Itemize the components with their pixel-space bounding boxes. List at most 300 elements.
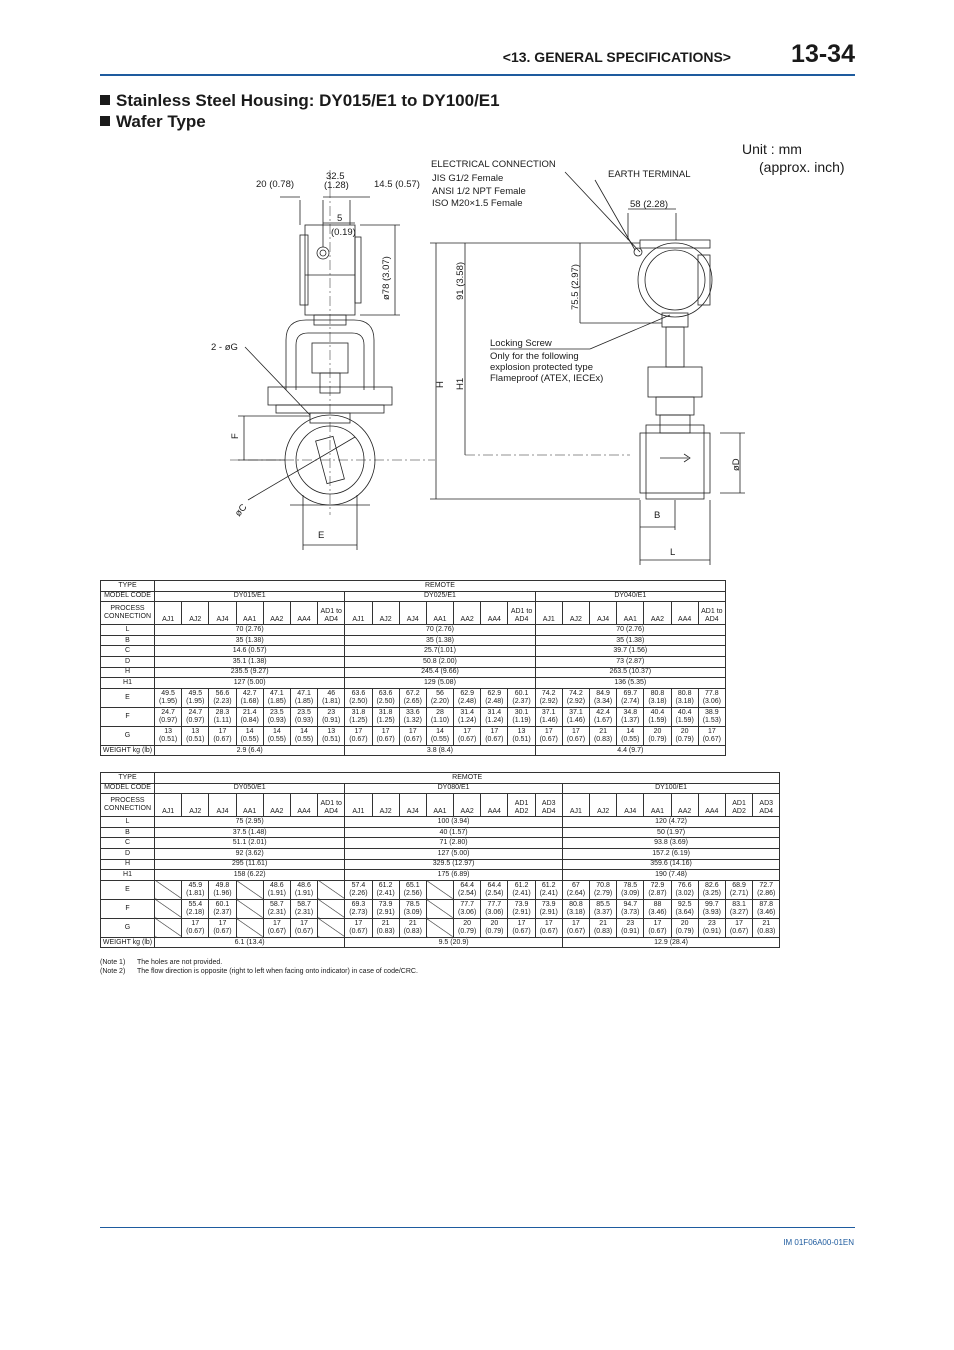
connection-code: AJ4: [399, 794, 426, 817]
model-code: DY080/E1: [345, 783, 563, 794]
row-value: 92 (3.62): [155, 848, 345, 859]
cell-value: 40.4 (1.59): [671, 707, 698, 726]
cell-value: 17 (0.67): [263, 918, 290, 937]
cell-value: [155, 918, 182, 937]
cell-value: 60.1 (2.37): [209, 899, 236, 918]
cell-value: 17 (0.67): [698, 726, 725, 745]
footer-rule: [100, 1227, 855, 1228]
cell-value: 33.6 (1.32): [399, 707, 426, 726]
cell-value: 17 (0.67): [372, 726, 399, 745]
connection-code: AJ2: [372, 794, 399, 817]
row-weight: [101, 745, 726, 756]
section-title: <13. GENERAL SPECIFICATIONS>: [502, 49, 731, 65]
row-value: 35 (1.38): [535, 635, 725, 646]
cell-value: [426, 918, 453, 937]
type-value: REMOTE: [155, 773, 780, 784]
row-value: 100 (3.94): [345, 817, 563, 828]
cell-value: 17 (0.67): [454, 726, 481, 745]
cell-value: 47.1 (1.85): [263, 688, 290, 707]
heading-type: [100, 112, 206, 132]
cell-value: 69.7 (2.74): [617, 688, 644, 707]
weight-value: 3.8 (8.4): [345, 745, 535, 756]
connection-code: AJ4: [617, 794, 644, 817]
cell-value: 23 (0.91): [617, 918, 644, 937]
label-dim-58: 58 (2.28): [630, 199, 669, 210]
cell-value: 58.7 (2.31): [263, 899, 290, 918]
row-process: [101, 794, 780, 817]
cell-value: 49.5 (1.95): [155, 688, 182, 707]
cell-value: [318, 880, 345, 899]
row-label: H1: [101, 870, 155, 881]
row-value: 35.1 (1.38): [155, 656, 345, 667]
connection-code: AD1 to AD4: [318, 794, 345, 817]
cell-value: 64.4 (2.54): [454, 880, 481, 899]
row-value: 50 (1.97): [562, 827, 780, 838]
type-label: TYPE: [101, 773, 155, 784]
table-row: [101, 827, 780, 838]
label-dim-145: 14.5 (0.57): [374, 179, 420, 190]
cell-value: 17 (0.67): [562, 726, 589, 745]
connection-code: AA4: [671, 602, 698, 625]
label-elec-title: ELECTRICAL CONNECTION: [431, 159, 556, 170]
cell-value: 73.9 (2.91): [535, 899, 562, 918]
note-1-tag: (Note 1): [100, 959, 126, 966]
type-value: REMOTE: [155, 581, 726, 592]
label-dim-c: øC: [232, 502, 250, 519]
cell-value: 14 (0.55): [290, 726, 317, 745]
label-dim-b: B: [654, 510, 661, 521]
table-row: [101, 918, 780, 937]
row-label: D: [101, 656, 155, 667]
row-value: 35 (1.38): [345, 635, 535, 646]
connection-code: AJ1: [562, 794, 589, 817]
cell-value: 31.8 (1.25): [345, 707, 372, 726]
cell-value: 17 (0.67): [481, 726, 508, 745]
table-row: [101, 859, 780, 870]
row-value: 359.6 (14.16): [562, 859, 780, 870]
row-value: 245.4 (9.66): [345, 667, 535, 678]
cell-value: 17 (0.67): [345, 918, 372, 937]
note-1: [100, 958, 418, 967]
cell-value: 77.7 (3.06): [454, 899, 481, 918]
model-code: DY015/E1: [155, 591, 345, 602]
cell-value: [236, 918, 263, 937]
cell-value: 23 (0.91): [318, 707, 345, 726]
bullet-square-icon: [100, 116, 110, 126]
connection-code: AJ2: [590, 794, 617, 817]
connection-code: AJ1: [345, 602, 372, 625]
table-row: [101, 880, 780, 899]
cell-value: 17 (0.67): [562, 918, 589, 937]
row-value: 127 (5.00): [155, 678, 345, 689]
row-value: 14.6 (0.57): [155, 646, 345, 657]
cell-value: 38.9 (1.53): [698, 707, 725, 726]
heading-housing-text: Stainless Steel Housing: DY015/E1 to DY100/E1: [116, 91, 500, 110]
label-dim-755: 75.5 (2.97): [570, 264, 581, 310]
cell-value: 70.8 (2.79): [590, 880, 617, 899]
cell-value: 21 (0.83): [590, 726, 617, 745]
row-label: C: [101, 646, 155, 657]
row-model: [101, 783, 780, 794]
model-code: DY050/E1: [155, 783, 345, 794]
cell-value: 23 (0.91): [698, 918, 725, 937]
cell-value: 80.8 (3.18): [644, 688, 671, 707]
cell-value: 46 (1.81): [318, 688, 345, 707]
row-value: 51.1 (2.01): [155, 838, 345, 849]
cell-value: 80.8 (3.18): [671, 688, 698, 707]
cell-value: 13 (0.51): [508, 726, 535, 745]
row-label: E: [101, 688, 155, 707]
cell-value: 21 (0.83): [590, 918, 617, 937]
model-label: MODEL CODE: [101, 591, 155, 602]
row-label: L: [101, 817, 155, 828]
cell-value: 21 (0.83): [372, 918, 399, 937]
row-label: D: [101, 848, 155, 859]
row-value: 50.8 (2.00): [345, 656, 535, 667]
unit-line1: Unit : mm: [742, 141, 802, 157]
cell-value: 94.7 (3.73): [617, 899, 644, 918]
model-label: MODEL CODE: [101, 783, 155, 794]
process-label: PROCESS CONNECTION: [101, 602, 155, 625]
cell-value: 69.3 (2.73): [345, 899, 372, 918]
label-dim-f: F: [230, 433, 241, 439]
connection-code: AJ4: [590, 602, 617, 625]
connection-code: AA2: [644, 602, 671, 625]
table-row: [101, 688, 726, 707]
connection-code: AA1: [426, 602, 453, 625]
label-lock-2: explosion protected type: [490, 362, 593, 373]
row-value: 329.5 (12.97): [345, 859, 563, 870]
row-value: 127 (5.00): [345, 848, 563, 859]
row-label: F: [101, 899, 155, 918]
heading-housing: [100, 91, 500, 111]
cell-value: 88 (3.46): [644, 899, 671, 918]
row-value: 157.2 (6.19): [562, 848, 780, 859]
table-row: [101, 678, 726, 689]
notes: [100, 958, 418, 976]
cell-value: 63.6 (2.50): [345, 688, 372, 707]
bullet-square-icon: [100, 95, 110, 105]
table-row: [101, 870, 780, 881]
label-dim-5b: (0.19): [331, 227, 356, 238]
connection-code: AJ1: [345, 794, 372, 817]
cell-value: 67.2 (2.65): [399, 688, 426, 707]
cell-value: 28 (1.10): [426, 707, 453, 726]
table-row: [101, 707, 726, 726]
cell-value: 13 (0.51): [155, 726, 182, 745]
model-code: DY100/E1: [562, 783, 780, 794]
cell-value: 42.7 (1.68): [236, 688, 263, 707]
connection-code: AJ1: [155, 602, 182, 625]
table-row: [101, 848, 780, 859]
connection-code: AA4: [698, 794, 725, 817]
cell-value: 37.1 (1.46): [562, 707, 589, 726]
connection-code: AD1 AD2: [508, 794, 535, 817]
label-dim-325: 32.5: [326, 171, 345, 182]
label-dim-h: H: [435, 381, 446, 388]
cell-value: 63.6 (2.50): [372, 688, 399, 707]
cell-value: 99.7 (3.93): [698, 899, 725, 918]
weight-value: 9.5 (20.9): [345, 937, 563, 948]
label-dim-78: ø78 (3.07): [381, 256, 392, 300]
weight-value: 2.9 (6.4): [155, 745, 345, 756]
cell-value: 23.5 (0.93): [290, 707, 317, 726]
cell-value: 73.9 (2.91): [508, 899, 535, 918]
cell-value: 76.6 (3.02): [671, 880, 698, 899]
cell-value: 17 (0.67): [725, 918, 752, 937]
weight-label: WEIGHT kg (lb): [101, 745, 155, 756]
cell-value: 92.5 (3.64): [671, 899, 698, 918]
cell-value: 23.5 (0.93): [263, 707, 290, 726]
connection-code: AD3 AD4: [535, 794, 562, 817]
table-row: [101, 726, 726, 745]
cell-value: 64.4 (2.54): [481, 880, 508, 899]
cell-value: 56 (2.20): [426, 688, 453, 707]
table-row: [101, 817, 780, 828]
cell-value: 85.5 (3.37): [590, 899, 617, 918]
cell-value: 57.4 (2.26): [345, 880, 372, 899]
table-row: [101, 899, 780, 918]
cell-value: 40.4 (1.59): [644, 707, 671, 726]
row-value: 39.7 (1.56): [535, 646, 725, 657]
label-lock-title: Locking Screw: [490, 338, 552, 349]
row-value: 70 (2.76): [535, 625, 725, 636]
row-value: 120 (4.72): [562, 817, 780, 828]
cell-value: 21 (0.83): [753, 918, 780, 937]
cell-value: 72.7 (2.86): [753, 880, 780, 899]
table-row: [101, 656, 726, 667]
row-value: 93.8 (3.69): [562, 838, 780, 849]
connection-code: AA4: [481, 794, 508, 817]
row-type: [101, 773, 780, 784]
cell-value: 67 (2.64): [562, 880, 589, 899]
cell-value: 74.2 (2.92): [562, 688, 589, 707]
cell-value: 34.8 (1.37): [617, 707, 644, 726]
cell-value: [318, 899, 345, 918]
cell-value: 14 (0.55): [236, 726, 263, 745]
cell-value: [426, 899, 453, 918]
row-label: C: [101, 838, 155, 849]
cell-value: [155, 899, 182, 918]
cell-value: 37.1 (1.46): [535, 707, 562, 726]
cell-value: 73.9 (2.91): [372, 899, 399, 918]
connection-code: AA2: [671, 794, 698, 817]
cell-value: 60.1 (2.37): [508, 688, 535, 707]
weight-value: 6.1 (13.4): [155, 937, 345, 948]
cell-value: 80.8 (3.18): [562, 899, 589, 918]
doc-number: IM 01F06A00-01EN: [783, 1238, 854, 1247]
cell-value: 17 (0.67): [209, 918, 236, 937]
cell-value: 14 (0.55): [617, 726, 644, 745]
connection-code: AA1: [426, 794, 453, 817]
row-label: L: [101, 625, 155, 636]
cell-value: 68.9 (2.71): [725, 880, 752, 899]
cell-value: 24.7 (0.97): [155, 707, 182, 726]
row-value: 129 (5.08): [345, 678, 535, 689]
page-number: 13-34: [791, 40, 855, 68]
row-value: 190 (7.48): [562, 870, 780, 881]
row-label: G: [101, 726, 155, 745]
connection-code: AA2: [263, 794, 290, 817]
connection-code: AA4: [290, 602, 317, 625]
weight-value: 12.9 (28.4): [562, 937, 780, 948]
cell-value: 17 (0.67): [209, 726, 236, 745]
cell-value: 61.2 (2.41): [535, 880, 562, 899]
cell-value: [155, 880, 182, 899]
cell-value: 62.9 (2.48): [481, 688, 508, 707]
note-2-text: The flow direction is opposite (right to left when facing onto indicator) in case of code/CRC.: [137, 968, 418, 975]
model-code: DY025/E1: [345, 591, 535, 602]
row-label: G: [101, 918, 155, 937]
cell-value: 14 (0.55): [426, 726, 453, 745]
table-row: [101, 646, 726, 657]
header-rule: [100, 74, 855, 76]
cell-value: [236, 880, 263, 899]
cell-value: 77.7 (3.06): [481, 899, 508, 918]
cell-value: 82.6 (3.25): [698, 880, 725, 899]
row-value: 136 (5.35): [535, 678, 725, 689]
label-elec-3: ISO M20×1.5 Female: [432, 198, 523, 209]
table-row: [101, 838, 780, 849]
cell-value: 42.4 (1.67): [590, 707, 617, 726]
cell-value: 17 (0.67): [535, 726, 562, 745]
cell-value: 48.6 (1.91): [290, 880, 317, 899]
row-value: 37.5 (1.48): [155, 827, 345, 838]
cell-value: 48.6 (1.91): [263, 880, 290, 899]
cell-value: 21.4 (0.84): [236, 707, 263, 726]
cell-value: 20 (0.79): [454, 918, 481, 937]
cell-value: 61.2 (2.41): [372, 880, 399, 899]
row-value: 73 (2.87): [535, 656, 725, 667]
label-dim-e: E: [318, 530, 325, 541]
table-row: [101, 635, 726, 646]
cell-value: 72.9 (2.87): [644, 880, 671, 899]
row-value: 175 (6.89): [345, 870, 563, 881]
cell-value: 20 (0.79): [671, 918, 698, 937]
connection-code: AJ2: [372, 602, 399, 625]
connection-code: AD1 to AD4: [318, 602, 345, 625]
model-code: DY040/E1: [535, 591, 725, 602]
page-header: [100, 40, 855, 76]
label-dim-h1: H1: [455, 377, 466, 390]
cell-value: 65.1 (2.56): [399, 880, 426, 899]
heading-type-text: Wafer Type: [116, 112, 206, 131]
row-weight: [101, 937, 780, 948]
connection-code: AA4: [481, 602, 508, 625]
row-model: [101, 591, 726, 602]
row-value: 70 (2.76): [155, 625, 345, 636]
label-elec-1: JIS G1/2 Female: [432, 173, 504, 184]
cell-value: 17 (0.67): [508, 918, 535, 937]
cell-value: 21 (0.83): [399, 918, 426, 937]
cell-value: 17 (0.67): [535, 918, 562, 937]
label-dim-l: L: [670, 547, 676, 558]
row-value: 295 (11.61): [155, 859, 345, 870]
type-label: TYPE: [101, 581, 155, 592]
connection-code: AA1: [644, 794, 671, 817]
connection-code: AA4: [290, 794, 317, 817]
row-value: 71 (2.80): [345, 838, 563, 849]
label-dim-91: 91 (3.58): [455, 261, 466, 300]
connection-code: AA2: [263, 602, 290, 625]
label-earth: EARTH TERMINAL: [608, 169, 691, 180]
cell-value: 84.9 (3.34): [590, 688, 617, 707]
dimension-table-2: [100, 772, 780, 948]
connection-code: AA1: [236, 602, 263, 625]
cell-value: 13 (0.51): [182, 726, 209, 745]
note-2-tag: (Note 2): [100, 968, 126, 975]
label-dim-20: 20 (0.78): [256, 179, 295, 190]
cell-value: 77.8 (3.06): [698, 688, 725, 707]
cell-value: 17 (0.67): [399, 726, 426, 745]
weight-value: 4.4 (9.7): [535, 745, 725, 756]
row-value: 25.7(1.01): [345, 646, 535, 657]
flow-body: [640, 433, 710, 493]
row-label: F: [101, 707, 155, 726]
row-process: [101, 602, 726, 625]
cell-value: 83.1 (3.27): [725, 899, 752, 918]
cell-value: 17 (0.67): [290, 918, 317, 937]
cell-value: 56.6 (2.23): [209, 688, 236, 707]
row-value: 263.5 (10.37): [535, 667, 725, 678]
label-elec-2: ANSI 1/2 NPT Female: [432, 186, 526, 197]
cell-value: 28.3 (1.11): [209, 707, 236, 726]
label-dim-325b: (1.28): [324, 180, 349, 191]
note-1-text: The holes are not provided.: [137, 959, 223, 966]
cell-value: 74.2 (2.92): [535, 688, 562, 707]
label-lock-3: Flameproof (ATEX, IECEx): [490, 373, 604, 384]
dimension-drawing: [200, 155, 760, 575]
row-value: 75 (2.95): [155, 817, 345, 828]
cell-value: 14 (0.55): [263, 726, 290, 745]
row-value: 158 (6.22): [155, 870, 345, 881]
row-label: E: [101, 880, 155, 899]
dimension-table-1: [100, 580, 726, 756]
cell-value: 17 (0.67): [345, 726, 372, 745]
row-type: [101, 581, 726, 592]
connection-code: AD3 AD4: [753, 794, 780, 817]
connection-code: AJ4: [399, 602, 426, 625]
weight-label: WEIGHT kg (lb): [101, 937, 155, 948]
table-row: [101, 625, 726, 636]
cell-value: 58.7 (2.31): [290, 899, 317, 918]
cell-value: 13 (0.51): [318, 726, 345, 745]
connection-code: AA1: [236, 794, 263, 817]
cell-value: 20 (0.79): [644, 726, 671, 745]
cell-value: 20 (0.79): [671, 726, 698, 745]
row-value: 235.5 (9.27): [155, 667, 345, 678]
cell-value: 24.7 (0.97): [182, 707, 209, 726]
row-value: 40 (1.57): [345, 827, 563, 838]
connection-code: AA2: [454, 794, 481, 817]
connection-code: AJ1: [535, 602, 562, 625]
cell-value: 55.4 (2.18): [182, 899, 209, 918]
label-lock-1: Only for the following: [490, 351, 579, 362]
row-value: 70 (2.76): [345, 625, 535, 636]
note-2: [100, 967, 418, 976]
connection-code: AJ2: [182, 602, 209, 625]
table-row: [101, 667, 726, 678]
cell-value: 17 (0.67): [182, 918, 209, 937]
cell-value: 61.2 (2.41): [508, 880, 535, 899]
connection-code: AJ1: [155, 794, 182, 817]
unit-line2: (approx. inch): [759, 159, 845, 175]
cell-value: 87.8 (3.46): [753, 899, 780, 918]
cell-value: 31.8 (1.25): [372, 707, 399, 726]
cell-value: 20 (0.79): [481, 918, 508, 937]
cell-value: 47.1 (1.85): [290, 688, 317, 707]
cell-value: 30.1 (1.19): [508, 707, 535, 726]
